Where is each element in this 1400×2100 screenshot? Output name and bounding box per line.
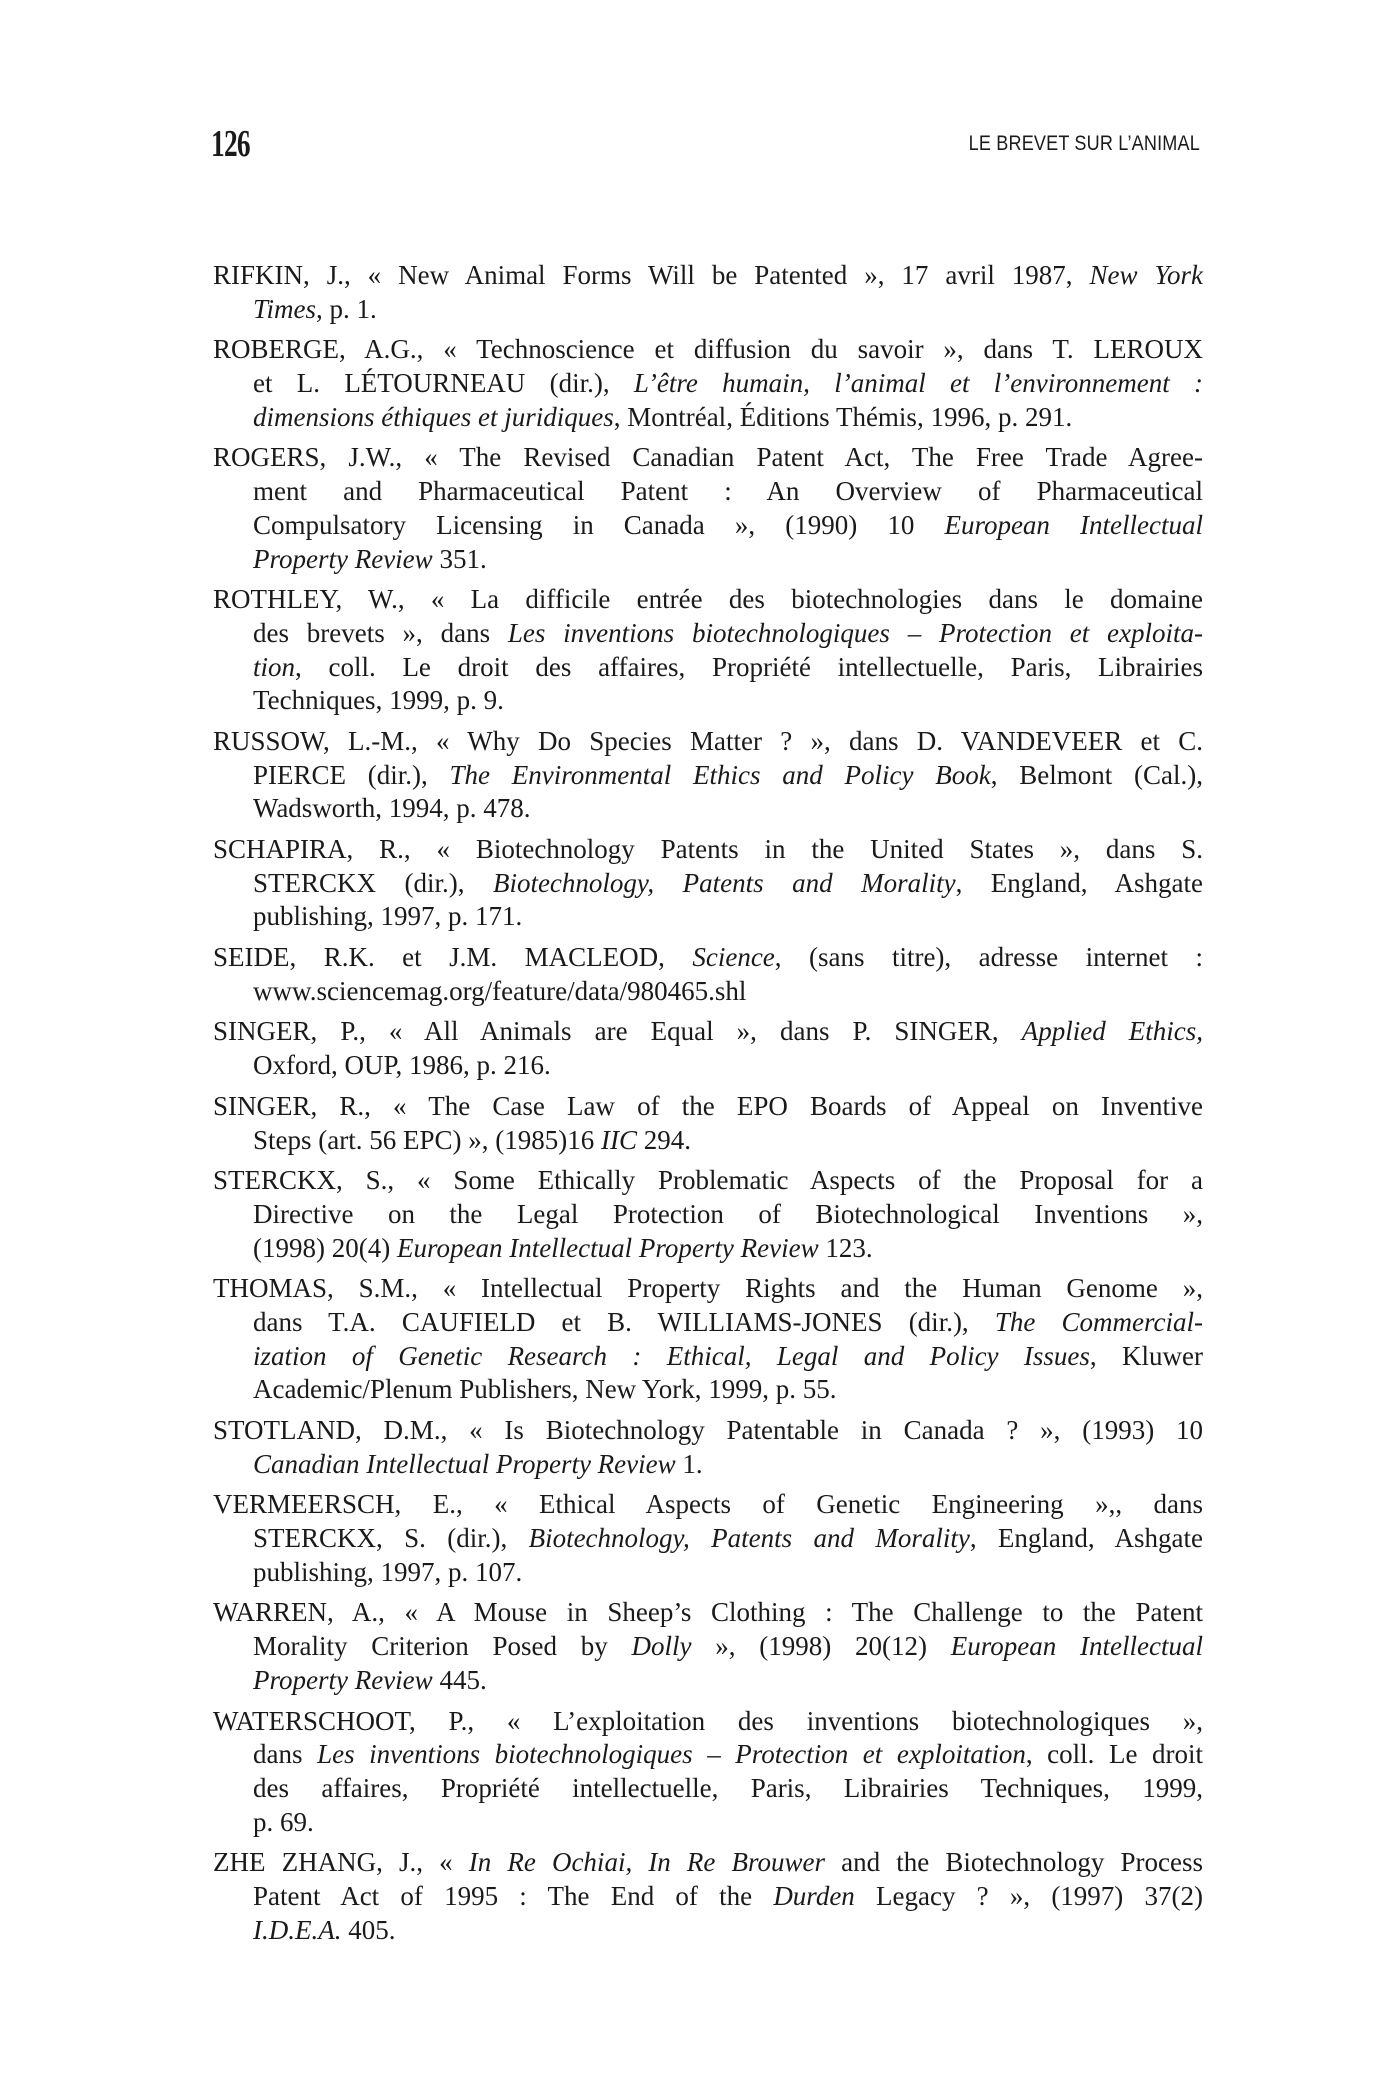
entry-line <box>213 1596 1203 1630</box>
entry-line <box>253 867 1203 901</box>
citation-text: 123. <box>818 1232 873 1263</box>
citation-text: ROTHLEY, W., « La difficile entrée des biotechnologies dans le domaine <box>213 584 1203 615</box>
entry-line <box>213 1164 1203 1198</box>
entry-line <box>253 1306 1203 1340</box>
italic-title-text: In Re Ochiai, In Re Brouwer <box>468 1847 826 1878</box>
entry-line <box>213 583 1203 617</box>
italic-title-text: L’être humain, l’animal et l’environnement : <box>633 368 1204 399</box>
citation-text: SINGER, R., « The Case Law of the EPO Boards of Appeal on Inventive <box>213 1090 1203 1121</box>
citation-text: Steps (art. 56 EPC) », (1985)16 <box>253 1124 601 1155</box>
citation-text: STOTLAND, D.M., « Is Biotechnology Patentable in Canada ? », (1993) 10 <box>213 1415 1203 1445</box>
citation-text: STERCKX, S. (dir.), <box>253 1523 529 1554</box>
italic-title-text: Durden <box>773 1880 855 1911</box>
citation-text: SEIDE, R.K. et J.M. MACLEOD, <box>213 942 693 973</box>
citation-text: Patent Act of 1995 : The End of the <box>253 1880 774 1911</box>
entry-line <box>253 1124 1203 1158</box>
citation-text: 445. <box>432 1664 487 1695</box>
italic-title-text: Dolly <box>631 1631 692 1662</box>
entry-line <box>213 725 1203 759</box>
entry-line <box>253 1049 1203 1083</box>
citation-text: publishing, 1997, p. 171. <box>253 901 523 932</box>
citation-text: », (1998) 20(12) <box>691 1631 951 1662</box>
citation-text: ZHE ZHANG, J., « <box>213 1847 469 1878</box>
bibliography-entry <box>213 441 1203 576</box>
italic-title-text: Times <box>253 293 317 324</box>
entry-line <box>253 1340 1203 1374</box>
citation-text: , coll. Le droit <box>1025 1739 1203 1770</box>
citation-text: (1998) 20(4) <box>253 1232 397 1263</box>
citation-text: dans T.A. CAUFIELD et B. WILLIAMS-JONES (dir.), <box>253 1306 995 1337</box>
italic-title-text: Les inventions biotechnologiques – Protection et exploitation <box>317 1739 1026 1770</box>
italic-title-text: New York <box>1089 260 1204 290</box>
citation-text: RUSSOW, L.-M., « Why Do Species Matter ? », dans D. VANDEVEER et C. <box>213 725 1203 756</box>
entry-line <box>213 1090 1203 1124</box>
italic-title-text: European Intellectual Property Review <box>396 1232 819 1263</box>
entry-line <box>213 1414 1203 1448</box>
entry-line <box>213 1846 1203 1880</box>
entry-line <box>253 293 1203 327</box>
entry-line <box>253 367 1203 401</box>
bibliography-entry <box>213 833 1203 934</box>
entry-line <box>253 401 1203 435</box>
entry-line <box>253 792 1203 826</box>
entry-line <box>213 1705 1203 1739</box>
citation-text: SINGER, P., « All Animals are Equal », dans P. SINGER, <box>213 1016 1022 1047</box>
bibliography-entry <box>213 1488 1203 1589</box>
citation-text: , England, Ashgate <box>955 867 1203 898</box>
italic-title-text: The Environmental Ethics and Policy Book <box>449 759 991 790</box>
entry-line <box>253 1232 1203 1266</box>
citation-text: STERCKX (dir.), <box>253 867 493 898</box>
citation-text: des brevets », dans <box>253 617 508 648</box>
citation-text: Wadsworth, 1994, p. 478. <box>253 793 531 824</box>
italic-title-text: European Intellectual <box>944 509 1203 540</box>
italic-title-text: Property Review <box>253 1664 433 1695</box>
entry-line <box>253 1556 1203 1590</box>
entry-line <box>253 475 1203 509</box>
italic-title-text: Biotechnology, Patents and Morality <box>528 1523 970 1554</box>
bibliography-entry <box>213 259 1203 326</box>
entry-line <box>213 259 1203 293</box>
entry-line <box>253 759 1203 793</box>
citation-text: ROBERGE, A.G., « Technoscience et diffusion du savoir », dans T. LEROUX <box>213 334 1203 365</box>
citation-text: publishing, 1997, p. 107. <box>253 1556 523 1587</box>
citation-text: 294. <box>636 1124 691 1155</box>
entry-line <box>253 975 1203 1009</box>
citation-text: des affaires, Propriété intellectuelle, Paris, Librairies Techniques, 1999, <box>253 1772 1203 1803</box>
italic-title-text: tion <box>253 651 296 682</box>
citation-text: , England, Ashgate <box>969 1523 1203 1554</box>
bibliography-entry <box>213 333 1203 434</box>
citation-text: and the Biotechnology Process <box>825 1847 1203 1878</box>
citation-text: Techniques, 1999, p. 9. <box>253 685 504 716</box>
bibliography-entry <box>213 1272 1203 1407</box>
italic-title-text: The Commercial- <box>994 1306 1203 1337</box>
bibliography-entry <box>213 1090 1203 1157</box>
bibliography-entry <box>213 725 1203 826</box>
entry-line <box>253 1664 1203 1698</box>
citation-text: SCHAPIRA, R., « Biotechnology Patents in the United States », dans S. <box>213 834 1203 864</box>
citation-text: WATERSCHOOT, P., « L’exploitation des inventions biotechnologiques », <box>213 1705 1203 1736</box>
citation-text: PIERCE (dir.), <box>253 759 450 790</box>
entry-line <box>253 1772 1203 1806</box>
entry-line <box>213 333 1203 367</box>
citation-text: ment and Pharmaceutical Patent : An Overview of Pharmaceutical <box>253 476 1203 507</box>
italic-title-text: Property Review <box>253 543 433 574</box>
citation-text: Compulsatory Licensing in Canada », (1990) 10 <box>253 509 945 540</box>
bibliography-entry <box>213 1164 1203 1265</box>
citation-text: , p. 1. <box>316 293 377 324</box>
entry-line <box>253 543 1203 577</box>
running-title: LE BREVET SUR L’ANIMAL <box>968 132 1200 155</box>
citation-text: , Montréal, Éditions Thémis, 1996, p. 291. <box>613 401 1073 432</box>
citation-text: ROGERS, J.W., « The Revised Canadian Patent Act, The Free Trade Agree- <box>213 442 1203 473</box>
entry-line <box>253 1522 1203 1556</box>
bibliography-entry <box>213 1015 1203 1082</box>
citation-text: 405. <box>341 1914 396 1945</box>
entry-line <box>253 1630 1203 1664</box>
citation-text: Directive on the Legal Protection of Biotechnological Inventions », <box>253 1198 1203 1229</box>
entry-line <box>253 651 1203 685</box>
entry-line <box>253 1373 1203 1407</box>
citation-text: RIFKIN, J., « New Animal Forms Will be Patented », 17 avril 1987, <box>213 260 1090 290</box>
bibliography-list <box>213 259 1203 1954</box>
entry-line <box>253 617 1203 651</box>
citation-text: , Belmont (Cal.), <box>990 759 1203 790</box>
citation-text: Morality Criterion Posed by <box>253 1631 632 1662</box>
bibliography-entry <box>213 583 1203 718</box>
entry-line <box>253 1914 1203 1948</box>
italic-title-text: Canadian Intellectual Property Review <box>253 1448 676 1479</box>
entry-line <box>253 509 1203 543</box>
italic-title-text: IIC <box>600 1124 637 1155</box>
citation-text: www.sciencemag.org/feature/data/980465.shl <box>253 975 747 1006</box>
bibliography-entry <box>213 1596 1203 1697</box>
citation-text: p. 69. <box>253 1806 314 1837</box>
italic-title-text: Biotechnology, Patents and Morality <box>492 867 956 898</box>
citation-text: , coll. Le droit des affaires, Propriété intellectuelle, Paris, Librairies <box>295 651 1203 682</box>
italic-title-text: European Intellectual <box>950 1631 1203 1662</box>
italic-title-text: Science <box>692 942 775 973</box>
bibliography-entry <box>213 1414 1203 1481</box>
entry-line <box>213 1015 1203 1049</box>
entry-line <box>213 833 1203 867</box>
entry-line <box>253 1806 1203 1840</box>
entry-line <box>253 1738 1203 1772</box>
citation-text: 1. <box>675 1448 703 1479</box>
entry-line <box>213 941 1203 975</box>
citation-text: et L. LÉTOURNEAU (dir.), <box>253 368 634 399</box>
citation-text: dans <box>253 1739 318 1770</box>
citation-text: , Kluwer <box>1089 1340 1203 1371</box>
entry-line <box>253 900 1203 934</box>
citation-text: Oxford, OUP, 1986, p. 216. <box>253 1050 551 1081</box>
entry-line <box>253 1198 1203 1232</box>
bibliography-entry <box>213 1846 1203 1947</box>
italic-title-text: dimensions éthiques et juridiques <box>253 401 614 432</box>
entry-line <box>253 1448 1203 1482</box>
italic-title-text: Les inventions biotechnologiques – Protection et exploita- <box>507 617 1203 648</box>
italic-title-text: Applied Ethics, <box>1021 1016 1203 1047</box>
bibliography-entry <box>213 1705 1203 1840</box>
citation-text: THOMAS, S.M., « Intellectual Property Rights and the Human Genome », <box>213 1273 1203 1304</box>
citation-text: VERMEERSCH, E., « Ethical Aspects of Genetic Engineering »,, dans <box>213 1489 1203 1520</box>
citation-text: , (sans titre), adresse internet : <box>774 942 1204 973</box>
citation-text: Legacy ? », (1997) 37(2) <box>854 1880 1203 1911</box>
italic-title-text: ization of Genetic Research : Ethical, Legal and Policy Issues <box>253 1340 1090 1371</box>
citation-text: Academic/Plenum Publishers, New York, 1999, p. 55. <box>253 1374 837 1405</box>
entry-line <box>213 1272 1203 1306</box>
citation-text: STERCKX, S., « Some Ethically Problematic Aspects of the Proposal for a <box>213 1165 1203 1196</box>
entry-line <box>253 1880 1203 1914</box>
entry-line <box>213 441 1203 475</box>
citation-text: WARREN, A., « A Mouse in Sheep’s Clothing : The Challenge to the Patent <box>213 1597 1203 1628</box>
entry-line <box>253 684 1203 718</box>
citation-text: 351. <box>432 543 487 574</box>
italic-title-text: I.D.E.A. <box>253 1914 342 1945</box>
entry-line <box>213 1488 1203 1522</box>
bibliography-entry <box>213 941 1203 1008</box>
page-number: 126 <box>211 123 250 165</box>
